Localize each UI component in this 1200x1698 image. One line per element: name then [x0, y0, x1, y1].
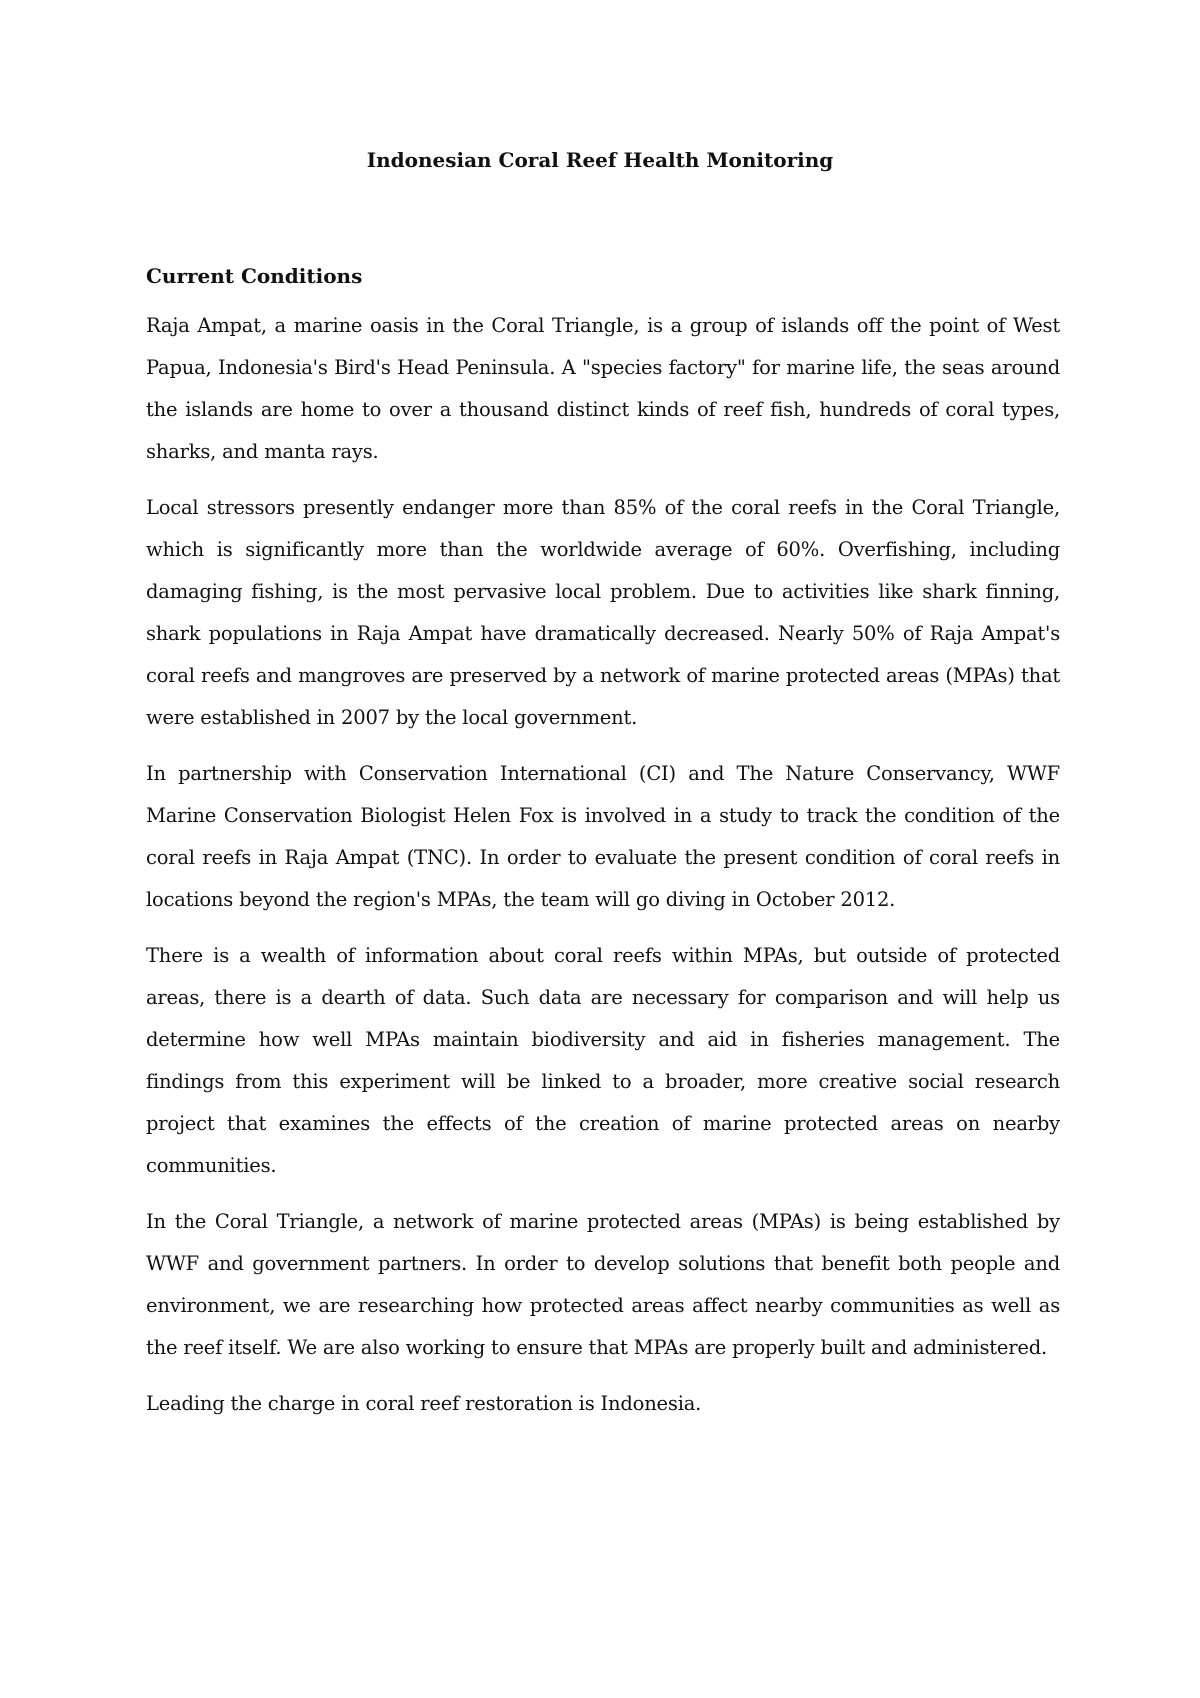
paragraph-1: Raja Ampat, a marine oasis in the Coral Triangle, is a group of islands off the point of West Papua, Indonesia's Bird's Head Peninsula. A "species factory" for marine life, the seas around the islands are home to over a thousand distinct kinds of reef fish, hundreds of coral types, sharks, and manta rays. [146, 314, 1060, 463]
paragraph-6: Leading the charge in coral reef restoration is Indonesia. [146, 1392, 702, 1415]
paragraph-3: In partnership with Conservation International (CI) and The Nature Conservancy, WWF Marine Conservation Biologist Helen Fox is involved in a study to track the condition of the coral reefs in Raja Ampat (TNC). In order to evaluate the present condition of coral reefs in locations beyond the region's MPAs, the team will go diving in October 2012. [146, 762, 1060, 911]
section-heading: Current Conditions [146, 264, 363, 288]
document-title: Indonesian Coral Reef Health Monitoring [366, 148, 834, 172]
paragraph-4: There is a wealth of information about coral reefs within MPAs, but outside of protected areas, there is a dearth of data. Such data are necessary for comparison and will help us determine how well MPAs maintain biodiversity and aid in fisheries management. The findings from this experiment will be linked to a broader, more creative social research project that examines the effects of the creation of marine protected areas on nearby communities. [146, 944, 1060, 1177]
paragraph-5: In the Coral Triangle, a network of marine protected areas (MPAs) is being established by WWF and government partners. In order to develop solutions that benefit both people and environment, we are researching how protected areas affect nearby communities as well as the reef itself. We are also working to ensure that MPAs are properly built and administered. [146, 1210, 1060, 1359]
paragraph-2: Local stressors presently endanger more than 85% of the coral reefs in the Coral Triangle, which is significantly more than the worldwide average of 60%. Overfishing, including damaging fishing, is the most pervasive local problem. Due to activities like shark finning, shark populations in Raja Ampat have dramatically decreased. Nearly 50% of Raja Ampat's coral reefs and mangroves are preserved by a network of marine protected areas (MPAs) that were established in 2007 by the local government. [146, 496, 1060, 729]
document-body [146, 262, 1060, 1439]
